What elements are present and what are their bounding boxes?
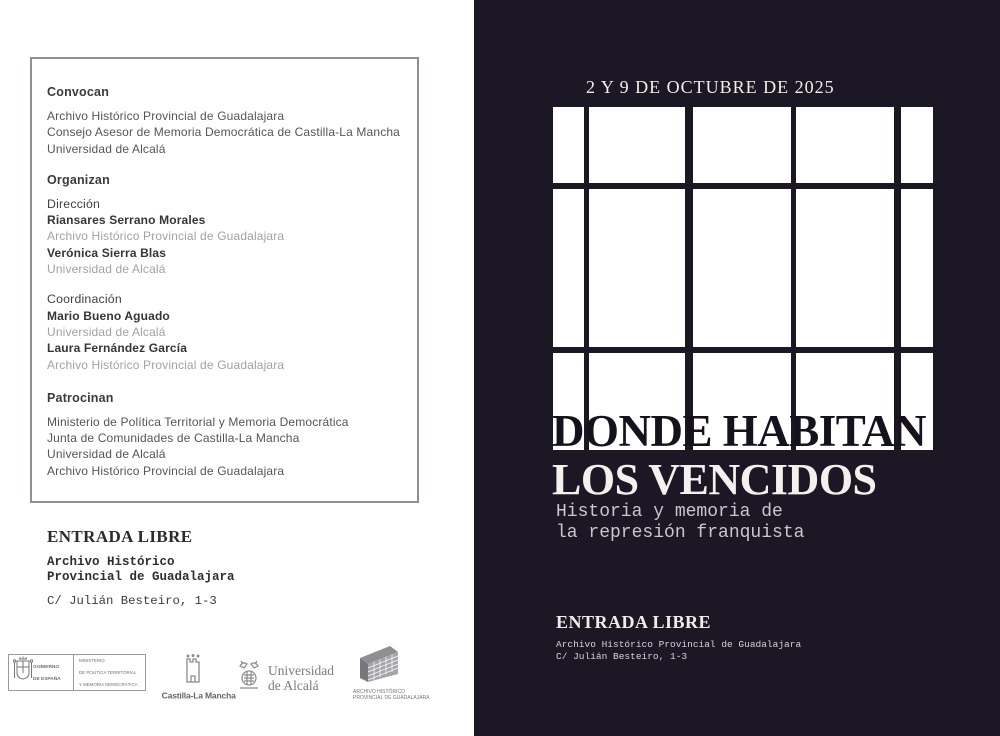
poster-address-line: Archivo Histórico Provincial de Guadalajara <box>556 639 802 650</box>
poster-subtitle-line: la represión franquista <box>556 522 805 543</box>
poster-subtitle <box>556 502 804 543</box>
section-convocan <box>47 84 407 157</box>
archivo-historico-line: ARCHIVO HISTÓRICO <box>353 689 405 695</box>
credit-line: Universidad de Alcalá <box>47 447 166 462</box>
poster-venue-address <box>556 639 801 662</box>
person-org: Archivo Histórico Provincial de Guadalajara <box>47 229 285 244</box>
section-patrocinan <box>47 390 407 479</box>
gobierno-cell <box>9 655 74 690</box>
poster-title-line1: DONDE HABITAN <box>552 406 926 456</box>
universidad-alcala-line: de Alcalá <box>268 677 319 693</box>
universidad-alcala-line: Universidad <box>268 662 334 678</box>
section-lines <box>47 414 407 479</box>
person-org: Universidad de Alcalá <box>47 324 166 339</box>
ministerio-label-line: DE POLÍTICA TERRITORIAL <box>79 669 137 675</box>
venue-address: C/ Julián Besteiro, 1-3 <box>47 594 217 608</box>
person-org: Archivo Histórico Provincial de Guadalajara <box>47 357 285 372</box>
universidad-de-alcala-emblem-icon <box>236 658 262 697</box>
window-pane <box>553 107 584 183</box>
gobierno-label-line: DE ESPAÑA <box>33 675 61 681</box>
universidad-alcala-logo <box>236 658 334 697</box>
credit-line: Consejo Asesor de Memoria Democrática de Castilla-La Mancha <box>47 125 401 140</box>
person-name: Mario Bueno Aguado <box>47 308 170 323</box>
poster-page <box>474 0 1000 736</box>
person-name: Verónica Sierra Blas <box>47 245 167 260</box>
window-pane <box>589 189 685 347</box>
archivo-historico-line: PROVINCIAL DE GUADALAJARA <box>353 695 430 701</box>
castilla-la-mancha-label: Castilla-La Mancha <box>161 691 236 701</box>
universidad-alcala-label <box>268 663 334 693</box>
window-pane <box>693 107 791 183</box>
venue-line: Archivo Histórico <box>47 555 175 569</box>
entrada-libre-title: ENTRADA LIBRE <box>47 527 193 546</box>
section-organizan <box>47 172 407 188</box>
sponsor-logos-strip <box>0 640 474 710</box>
castilla-la-mancha-logo <box>160 654 236 701</box>
archivo-historico-label <box>353 689 430 701</box>
credit-line: Universidad de Alcalá <box>47 141 166 156</box>
castilla-la-mancha-castle-icon <box>182 673 204 690</box>
poster-address-line: C/ Julián Besteiro, 1-3 <box>556 650 688 662</box>
window-pane <box>796 189 894 347</box>
event-date: 2 Y 9 DE OCTUBRE DE 2025 <box>586 77 835 97</box>
person-org: Universidad de Alcalá <box>47 262 166 277</box>
window-pane <box>693 189 791 347</box>
archivo-historico-building-icon <box>346 671 406 688</box>
section-coordinacion <box>47 291 407 372</box>
credits-box <box>30 57 419 503</box>
venue-name <box>47 555 235 584</box>
archivo-historico-logo <box>330 644 430 713</box>
window-pane <box>553 189 584 347</box>
credits-page <box>0 0 475 736</box>
gobierno-label-line: GOBIERNO <box>33 663 60 670</box>
poster-subtitle-line: Historia y memoria de <box>556 502 783 522</box>
poster-title-line2: LOS VENCIDOS <box>552 455 877 504</box>
section-heading: Convocan <box>47 85 110 99</box>
person-name: Riansares Serrano Morales <box>47 213 206 228</box>
poster-entrada-libre-title: ENTRADA LIBRE <box>556 612 712 632</box>
gobierno-espana-logo <box>8 654 146 691</box>
ministerio-label <box>74 655 145 691</box>
credit-line: Junta de Comunidades de Castilla-La Mancha <box>47 431 300 446</box>
gobierno-label <box>33 661 71 684</box>
section-heading: Organizan <box>47 172 110 187</box>
venue-line: Provincial de Guadalajara <box>47 569 235 584</box>
credit-line: Archivo Histórico Provincial de Guadalajara <box>47 109 285 123</box>
section-heading: Patrocinan <box>47 390 114 405</box>
credit-line: Archivo Histórico Provincial de Guadalajara <box>47 463 285 478</box>
window-pane <box>589 107 685 183</box>
window-pane <box>796 107 894 183</box>
section-direccion <box>47 196 407 277</box>
spain-coat-of-arms-icon <box>13 656 33 689</box>
window-pane <box>901 107 933 183</box>
section-lines <box>47 108 407 157</box>
person-name: Laura Fernández García <box>47 341 188 356</box>
window-pane <box>901 189 933 347</box>
ministerio-label-line: MINISTERIO <box>79 657 105 663</box>
subsection-heading: Dirección <box>47 196 101 211</box>
subsection-heading: Coordinación <box>47 292 122 307</box>
entrada-libre-block <box>47 527 235 608</box>
ministerio-label-line: Y MEMORIA DEMOCRÁTICA <box>79 681 138 687</box>
credit-line: Ministerio de Política Territorial y Memoria Democrática <box>47 414 349 429</box>
